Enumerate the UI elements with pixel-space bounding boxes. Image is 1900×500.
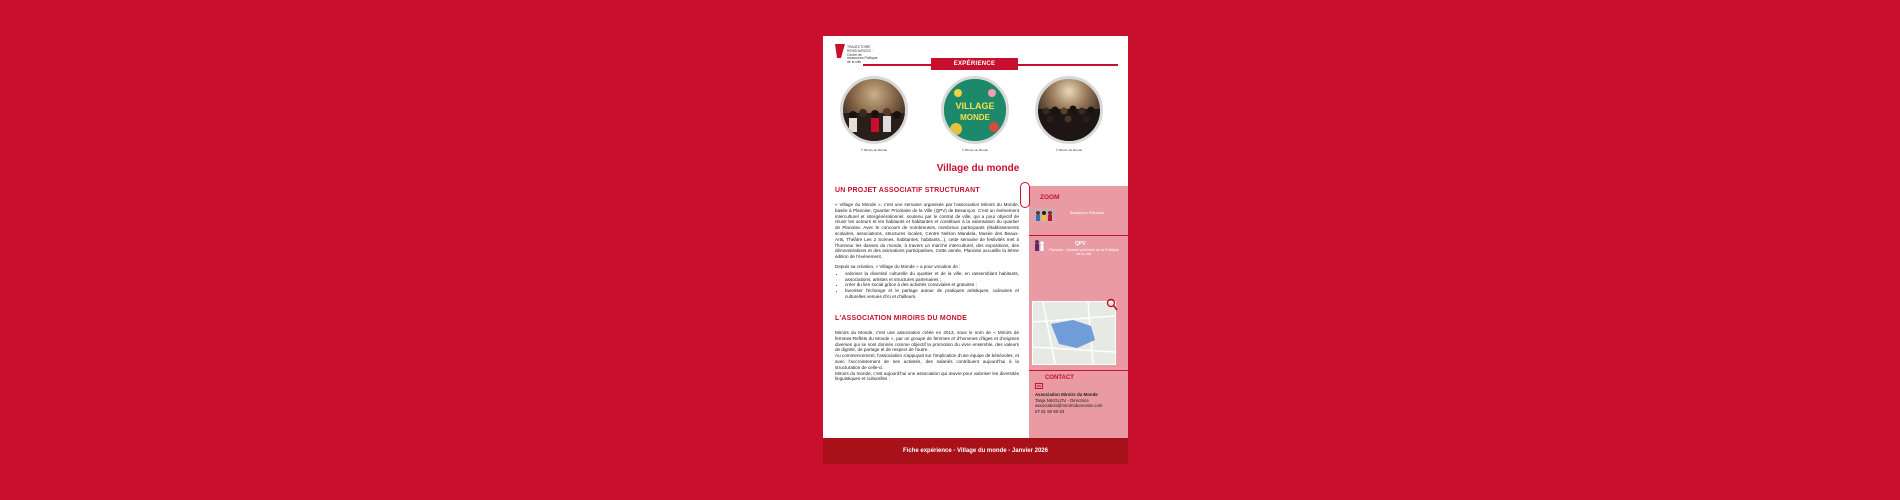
logo-mark-icon <box>835 44 845 58</box>
document-page <box>823 36 1128 464</box>
contact-phone: 07 81 90 80 83 <box>1035 408 1065 414</box>
photo-caption-left: © Miroirs du Monde <box>860 148 888 152</box>
photo-caption-center: © Miroirs du Monde <box>961 148 989 152</box>
event-poster-photo <box>941 76 1009 144</box>
contact-block <box>1035 392 1127 414</box>
qpv-label: QPV <box>1075 241 1086 247</box>
section-heading-project: UN PROJET ASSOCIATIF STRUCTURANT <box>835 187 980 194</box>
project-intro-line: Depuis sa création, « Village du Monde » a pour vocation de : <box>835 263 961 269</box>
contact-card-icon <box>1035 376 1043 382</box>
contact-email[interactable]: association@miroirsdumonde.com <box>1035 403 1103 409</box>
poster-illustration-icon <box>944 79 1006 141</box>
people-icon <box>1033 239 1045 253</box>
list-item: • créer du lien social grâce à des activités conviviales et gratuites ; <box>845 282 1019 288</box>
zoom-heading: ZOOM <box>1040 194 1060 201</box>
association-paragraph-3: Miroirs du monde, c'est aujourd'hui une association qui œuvre pour valoriser les diversités linguistiques et culturelles : <box>835 370 1019 382</box>
section-body-project <box>835 202 1019 300</box>
trajectoire-logo <box>835 44 881 65</box>
project-goals-list <box>843 271 1019 300</box>
section-tab: EXPÉRIENCE <box>931 58 1018 70</box>
magnifier-icon <box>1106 298 1118 312</box>
qpv-text: Planoise · Quartier prioritaire de la Politique de la ville <box>1049 248 1119 257</box>
section-body-association <box>835 330 1019 382</box>
contact-person: Tanja NIKOLOV - Directrice <box>1035 397 1089 403</box>
qpv-map <box>1032 301 1116 365</box>
crowd-photo-left <box>840 76 908 144</box>
svg-text:MONDE: MONDE <box>960 113 990 122</box>
page-footer: Fiche expérience - Village du monde - Janvier 2026 <box>823 438 1128 464</box>
project-paragraph: « Village du Monde », c'est une semaine organisée par l'association Miroirs du Monde, basée à Planoise, Quartier Prioritaire de la Ville (QPV) de Besançon. C'est un événement interculturel et intergénérationnel, soutenu par le contrat de ville, qui a pour objectif de réunir les acteurs et les habitants et habitantes et contribuer à la valorisation du quartier de Planoise. Avec le concours de nombreuses, nombreux participants (établissements scolaires, associations, structures locales, Centre Nelson Mandela, Musée des Beaux-Arts, Théâtre Les 2 Scènes, habitantes, habitants...), cette semaine de festivités met à l'honneur les danses du monde, à travers un marché interculturel, des expositions, des démonstrations et des animations participatives. Cette année, Planoise accueille la 8ème édition de l'événement. <box>835 202 1019 260</box>
zoom-photo <box>1033 208 1055 222</box>
association-paragraph-2: Au commencement, l'association s'appuyait sur l'implication d'une équipe de bénévoles, et avec l'accroissement de ses activités, des salariés contribuent aujourd'hui à la structuration de celle-ci. <box>835 353 1019 370</box>
crowd-photo-right <box>1035 76 1103 144</box>
paperclip-icon <box>1020 182 1030 208</box>
document-title: Village du monde <box>936 163 1020 174</box>
sidebar-divider <box>1029 235 1128 236</box>
list-item: • valoriser la diversité culturelle du quartier et de la ville, en rassemblant habitants, associations, artistes et structures partenaires ; <box>845 271 1019 283</box>
zoom-text: Besançon Planoise <box>1069 210 1105 215</box>
sidebar-divider <box>1029 370 1128 371</box>
contact-org: Association Miroirs du Monde <box>1035 392 1098 397</box>
crowd-illustration-icon <box>843 79 905 141</box>
list-item: • favoriser l'échange et le partage autour de pratiques artistiques, culinaires et culturelles venues d'ici et d'ailleurs. <box>845 288 1019 300</box>
association-paragraph-1: Miroirs du Monde, c'est une association créée en 2013, sous le nom de « Miroirs de femmes-Reflets du Monde », par un groupe de femmes et d'hommes d'âges et d'origines diverses qui se sont donnés comme objectif la promotion du vivre ensemble, des valeurs de dignité, de partage et de respect de l'autre. <box>835 330 1019 353</box>
contact-heading: CONTACT <box>1045 375 1074 381</box>
photo-caption-right: © Miroirs du Monde <box>1055 148 1083 152</box>
svg-text:VILLAGE: VILLAGE <box>955 101 995 111</box>
section-heading-association: L'ASSOCIATION MIROIRS DU MONDE <box>835 315 967 322</box>
people-illustration-icon <box>1033 208 1055 222</box>
audience-illustration-icon <box>1038 79 1100 141</box>
logo-text: TRAJECTOIRE RESSOURCES · Centre de ressources Politique de la ville <box>847 45 878 65</box>
map-illustration-icon <box>1033 302 1115 364</box>
